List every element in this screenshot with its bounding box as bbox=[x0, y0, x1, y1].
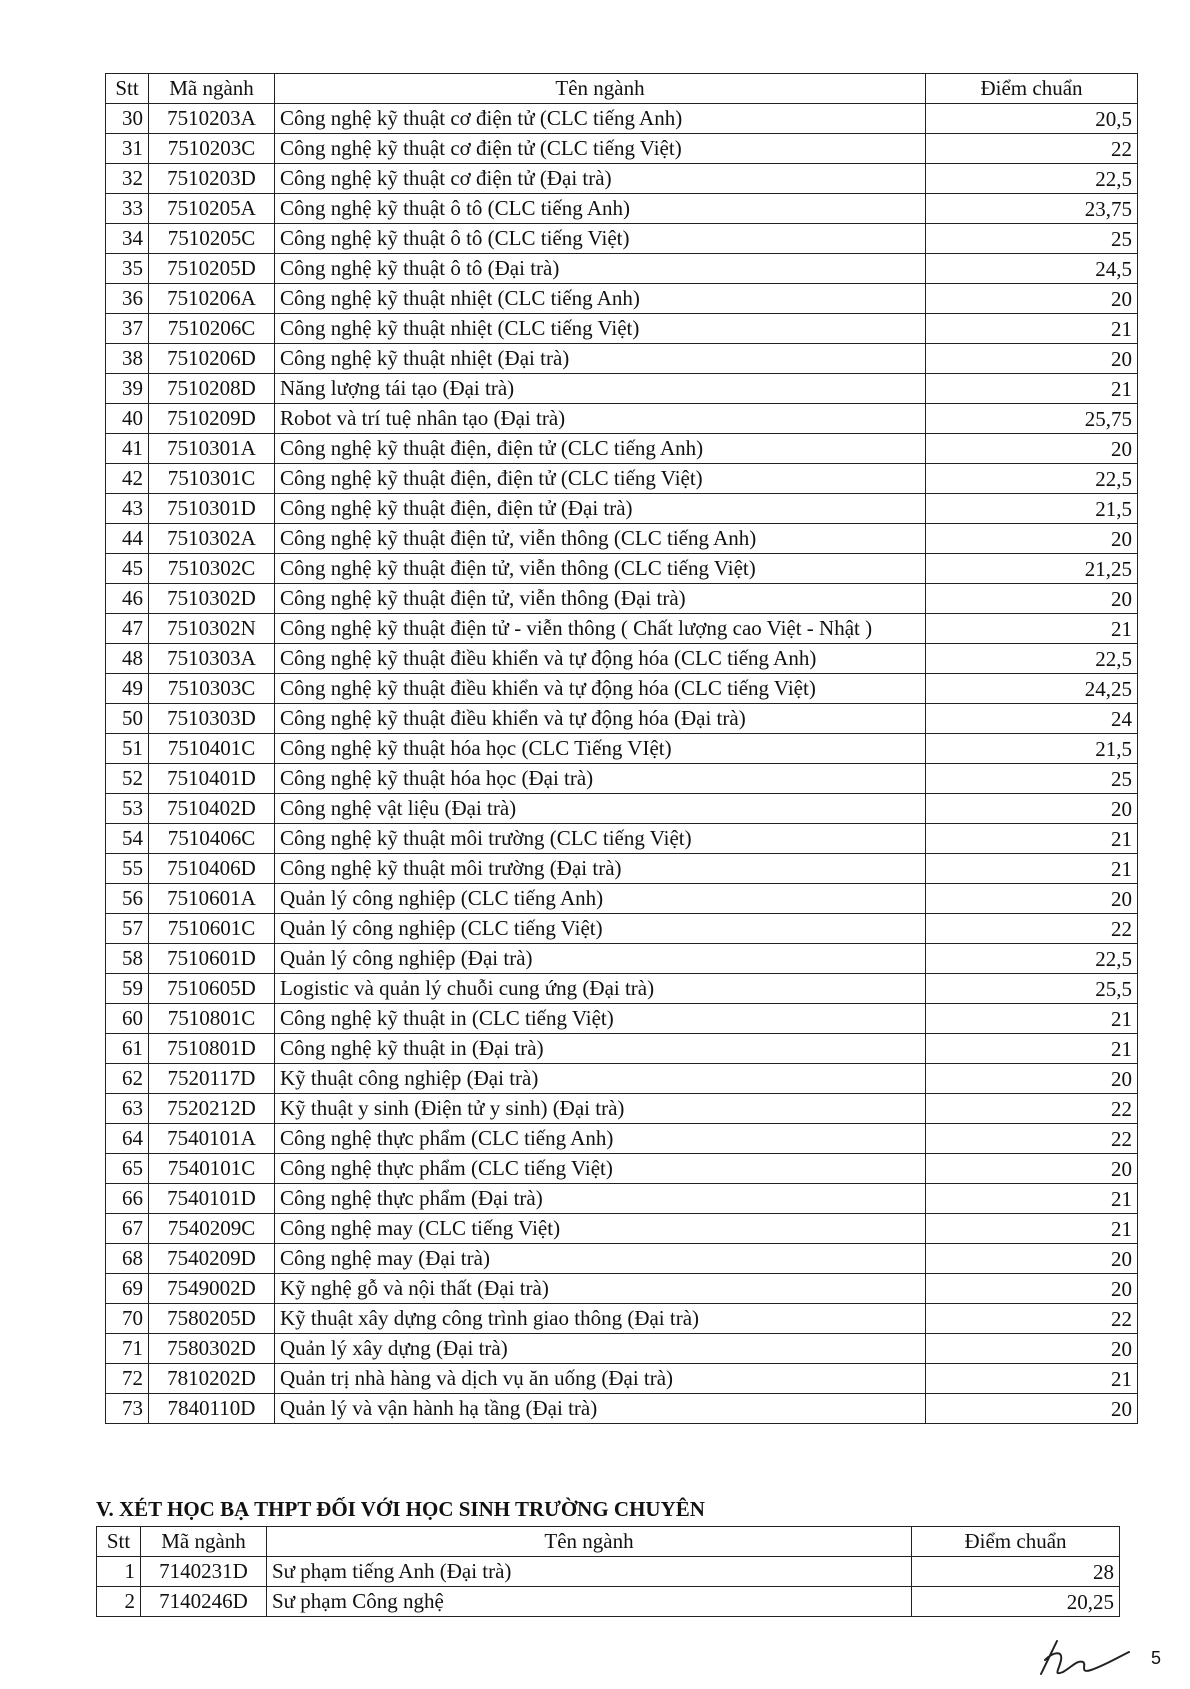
row-stt: 68 bbox=[106, 1244, 149, 1274]
row-stt: 46 bbox=[106, 584, 149, 614]
table-row bbox=[106, 944, 1138, 974]
row-stt: 45 bbox=[106, 554, 149, 584]
specialized-school-scores-table bbox=[96, 1526, 1120, 1617]
row-name: Công nghệ kỹ thuật in (CLC tiếng Việt) bbox=[275, 1004, 926, 1034]
row-score: 20 bbox=[926, 794, 1138, 824]
row-name: Năng lượng tái tạo (Đại trà) bbox=[275, 374, 926, 404]
row-stt: 33 bbox=[106, 194, 149, 224]
row-name: Công nghệ kỹ thuật nhiệt (CLC tiếng Anh) bbox=[275, 284, 926, 314]
row-score: 22,5 bbox=[926, 944, 1138, 974]
table-row bbox=[106, 1094, 1138, 1124]
row-stt: 67 bbox=[106, 1214, 149, 1244]
table-row bbox=[106, 1214, 1138, 1244]
row-stt: 71 bbox=[106, 1334, 149, 1364]
table-header-row bbox=[106, 74, 1138, 104]
row-stt: 58 bbox=[106, 944, 149, 974]
row-code: 7510302A bbox=[149, 524, 275, 554]
row-code: 7510401D bbox=[149, 764, 275, 794]
row-name: Sư phạm tiếng Anh (Đại trà) bbox=[267, 1557, 912, 1587]
row-name: Công nghệ kỹ thuật ô tô (CLC tiếng Anh) bbox=[275, 194, 926, 224]
row-code: 7510203D bbox=[149, 164, 275, 194]
row-stt: 69 bbox=[106, 1274, 149, 1304]
table-row bbox=[106, 554, 1138, 584]
row-score: 20 bbox=[926, 524, 1138, 554]
table-row bbox=[106, 524, 1138, 554]
row-stt: 70 bbox=[106, 1304, 149, 1334]
table-row bbox=[106, 434, 1138, 464]
header-name: Tên ngành bbox=[267, 1527, 912, 1557]
row-code: 7510302C bbox=[149, 554, 275, 584]
row-code: 7510206D bbox=[149, 344, 275, 374]
table-row bbox=[106, 1304, 1138, 1334]
row-stt: 53 bbox=[106, 794, 149, 824]
table-row bbox=[106, 584, 1138, 614]
row-score: 20,25 bbox=[912, 1587, 1120, 1617]
row-stt: 39 bbox=[106, 374, 149, 404]
row-score: 20 bbox=[926, 1394, 1138, 1424]
row-score: 21 bbox=[926, 1364, 1138, 1394]
row-score: 25 bbox=[926, 224, 1138, 254]
table-row bbox=[106, 1274, 1138, 1304]
row-name: Quản lý xây dựng (Đại trà) bbox=[275, 1334, 926, 1364]
row-stt: 73 bbox=[106, 1394, 149, 1424]
table-row bbox=[106, 614, 1138, 644]
row-score: 20 bbox=[926, 1244, 1138, 1274]
row-score: 21 bbox=[926, 374, 1138, 404]
page-number: 5 bbox=[1151, 1648, 1162, 1668]
row-name: Công nghệ kỹ thuật nhiệt (CLC tiếng Việt) bbox=[275, 314, 926, 344]
row-score: 20 bbox=[926, 1154, 1138, 1184]
row-stt: 43 bbox=[106, 494, 149, 524]
row-score: 24,5 bbox=[926, 254, 1138, 284]
row-code: 7540101C bbox=[149, 1154, 275, 1184]
row-name: Công nghệ kỹ thuật môi trường (CLC tiếng Việt) bbox=[275, 824, 926, 854]
table-row bbox=[106, 404, 1138, 434]
table-row bbox=[106, 194, 1138, 224]
row-code: 7510203C bbox=[149, 134, 275, 164]
table-body bbox=[106, 104, 1138, 1424]
header-stt: Stt bbox=[97, 1527, 141, 1557]
table-row bbox=[106, 794, 1138, 824]
row-stt: 49 bbox=[106, 674, 149, 704]
row-stt: 37 bbox=[106, 314, 149, 344]
row-name: Công nghệ kỹ thuật in (Đại trà) bbox=[275, 1034, 926, 1064]
table-row bbox=[106, 764, 1138, 794]
row-score: 22,5 bbox=[926, 464, 1138, 494]
row-stt: 30 bbox=[106, 104, 149, 134]
table-row bbox=[106, 824, 1138, 854]
row-stt: 55 bbox=[106, 854, 149, 884]
row-name: Quản lý công nghiệp (Đại trà) bbox=[275, 944, 926, 974]
admission-scores-table bbox=[105, 73, 1138, 1424]
row-stt: 51 bbox=[106, 734, 149, 764]
table-row bbox=[106, 134, 1138, 164]
row-score: 22,5 bbox=[926, 164, 1138, 194]
row-code: 7510203A bbox=[149, 104, 275, 134]
row-score: 22 bbox=[926, 1304, 1138, 1334]
row-score: 21,5 bbox=[926, 734, 1138, 764]
signature bbox=[1033, 1636, 1143, 1681]
row-score: 22 bbox=[926, 914, 1138, 944]
row-code: 7510303C bbox=[149, 674, 275, 704]
header-code: Mã ngành bbox=[141, 1527, 267, 1557]
row-name: Công nghệ kỹ thuật hóa học (CLC Tiếng VIệt) bbox=[275, 734, 926, 764]
row-score: 21 bbox=[926, 1214, 1138, 1244]
row-name: Công nghệ vật liệu (Đại trà) bbox=[275, 794, 926, 824]
row-score: 22 bbox=[926, 1094, 1138, 1124]
row-score: 21 bbox=[926, 614, 1138, 644]
row-stt: 56 bbox=[106, 884, 149, 914]
table-row bbox=[106, 674, 1138, 704]
row-name: Công nghệ kỹ thuật điều khiển và tự động hóa (Đại trà) bbox=[275, 704, 926, 734]
row-code: 7510301D bbox=[149, 494, 275, 524]
row-stt: 31 bbox=[106, 134, 149, 164]
row-stt: 32 bbox=[106, 164, 149, 194]
row-name: Công nghệ kỹ thuật điện tử - viễn thông ( Chất lượng cao Việt - Nhật ) bbox=[275, 614, 926, 644]
row-name: Sư phạm Công nghệ bbox=[267, 1587, 912, 1617]
row-score: 20 bbox=[926, 1334, 1138, 1364]
table-row bbox=[106, 1064, 1138, 1094]
row-stt: 62 bbox=[106, 1064, 149, 1094]
row-code: 7510801D bbox=[149, 1034, 275, 1064]
table-row bbox=[106, 644, 1138, 674]
row-stt: 59 bbox=[106, 974, 149, 1004]
row-code: 7510301C bbox=[149, 464, 275, 494]
table-row bbox=[106, 1184, 1138, 1214]
row-stt: 42 bbox=[106, 464, 149, 494]
row-score: 21 bbox=[926, 1004, 1138, 1034]
table-row bbox=[106, 734, 1138, 764]
row-stt: 35 bbox=[106, 254, 149, 284]
table-row bbox=[106, 1364, 1138, 1394]
row-code: 7510208D bbox=[149, 374, 275, 404]
row-code: 7510402D bbox=[149, 794, 275, 824]
row-score: 24,25 bbox=[926, 674, 1138, 704]
row-stt: 57 bbox=[106, 914, 149, 944]
table-body bbox=[97, 1557, 1120, 1617]
row-stt: 41 bbox=[106, 434, 149, 464]
row-stt: 44 bbox=[106, 524, 149, 554]
row-score: 20 bbox=[926, 434, 1138, 464]
table-row bbox=[106, 914, 1138, 944]
row-code: 7510205D bbox=[149, 254, 275, 284]
row-score: 22 bbox=[926, 1124, 1138, 1154]
row-code: 7510205C bbox=[149, 224, 275, 254]
row-stt: 72 bbox=[106, 1364, 149, 1394]
row-stt: 1 bbox=[97, 1557, 141, 1587]
row-code: 7510801C bbox=[149, 1004, 275, 1034]
row-stt: 65 bbox=[106, 1154, 149, 1184]
row-stt: 52 bbox=[106, 764, 149, 794]
row-code: 7510206A bbox=[149, 284, 275, 314]
row-stt: 63 bbox=[106, 1094, 149, 1124]
row-stt: 64 bbox=[106, 1124, 149, 1154]
row-name: Công nghệ may (CLC tiếng Việt) bbox=[275, 1214, 926, 1244]
row-name: Công nghệ thực phẩm (CLC tiếng Việt) bbox=[275, 1154, 926, 1184]
row-score: 20 bbox=[926, 1064, 1138, 1094]
table-row bbox=[106, 1034, 1138, 1064]
row-code: 7520212D bbox=[149, 1094, 275, 1124]
row-stt: 66 bbox=[106, 1184, 149, 1214]
row-code: 7510601D bbox=[149, 944, 275, 974]
header-stt: Stt bbox=[106, 74, 149, 104]
row-name: Công nghệ kỹ thuật điện tử, viễn thông (CLC tiếng Việt) bbox=[275, 554, 926, 584]
row-code: 7510302N bbox=[149, 614, 275, 644]
row-name: Công nghệ kỹ thuật hóa học (Đại trà) bbox=[275, 764, 926, 794]
row-score: 20 bbox=[926, 344, 1138, 374]
row-stt: 38 bbox=[106, 344, 149, 374]
row-name: Kỹ thuật xây dựng công trình giao thông (Đại trà) bbox=[275, 1304, 926, 1334]
table-row bbox=[106, 1154, 1138, 1184]
row-name: Công nghệ kỹ thuật điện tử, viễn thông (CLC tiếng Anh) bbox=[275, 524, 926, 554]
table-row bbox=[106, 884, 1138, 914]
table-row bbox=[106, 254, 1138, 284]
row-score: 24 bbox=[926, 704, 1138, 734]
row-name: Công nghệ kỹ thuật cơ điện tử (CLC tiếng Anh) bbox=[275, 104, 926, 134]
row-name: Quản lý và vận hành hạ tầng (Đại trà) bbox=[275, 1394, 926, 1424]
row-name: Công nghệ kỹ thuật cơ điện tử (Đại trà) bbox=[275, 164, 926, 194]
row-name: Công nghệ thực phẩm (Đại trà) bbox=[275, 1184, 926, 1214]
row-code: 7510205A bbox=[149, 194, 275, 224]
header-name: Tên ngành bbox=[275, 74, 926, 104]
row-stt: 60 bbox=[106, 1004, 149, 1034]
row-score: 20 bbox=[926, 284, 1138, 314]
header-code: Mã ngành bbox=[149, 74, 275, 104]
table-row bbox=[106, 854, 1138, 884]
row-name: Công nghệ kỹ thuật nhiệt (Đại trà) bbox=[275, 344, 926, 374]
row-name: Công nghệ kỹ thuật điều khiển và tự động hóa (CLC tiếng Việt) bbox=[275, 674, 926, 704]
row-name: Công nghệ thực phẩm (CLC tiếng Anh) bbox=[275, 1124, 926, 1154]
row-stt: 61 bbox=[106, 1034, 149, 1064]
row-code: 7510406D bbox=[149, 854, 275, 884]
row-score: 25 bbox=[926, 764, 1138, 794]
table-row bbox=[106, 104, 1138, 134]
row-score: 28 bbox=[912, 1557, 1120, 1587]
row-name: Công nghệ kỹ thuật ô tô (Đại trà) bbox=[275, 254, 926, 284]
row-score: 20 bbox=[926, 1274, 1138, 1304]
row-code: 7810202D bbox=[149, 1364, 275, 1394]
row-score: 21,5 bbox=[926, 494, 1138, 524]
row-score: 21 bbox=[926, 1184, 1138, 1214]
row-name: Công nghệ kỹ thuật cơ điện tử (CLC tiếng Việt) bbox=[275, 134, 926, 164]
row-name: Công nghệ may (Đại trà) bbox=[275, 1244, 926, 1274]
row-score: 21 bbox=[926, 854, 1138, 884]
table-row bbox=[106, 344, 1138, 374]
row-code: 7510401C bbox=[149, 734, 275, 764]
table-row bbox=[97, 1557, 1120, 1587]
row-code: 7520117D bbox=[149, 1064, 275, 1094]
row-score: 20,5 bbox=[926, 104, 1138, 134]
row-name: Công nghệ kỹ thuật điện, điện tử (CLC tiếng Việt) bbox=[275, 464, 926, 494]
table-row bbox=[106, 314, 1138, 344]
row-code: 7540209D bbox=[149, 1244, 275, 1274]
table-row bbox=[97, 1587, 1120, 1617]
row-name: Quản lý công nghiệp (CLC tiếng Việt) bbox=[275, 914, 926, 944]
row-code: 7580205D bbox=[149, 1304, 275, 1334]
row-name: Quản trị nhà hàng và dịch vụ ăn uống (Đại trà) bbox=[275, 1364, 926, 1394]
table-row bbox=[106, 704, 1138, 734]
row-code: 7510302D bbox=[149, 584, 275, 614]
row-code: 7510406C bbox=[149, 824, 275, 854]
row-stt: 47 bbox=[106, 614, 149, 644]
row-stt: 34 bbox=[106, 224, 149, 254]
table-row bbox=[106, 1244, 1138, 1274]
row-code: 7510601C bbox=[149, 914, 275, 944]
table-header-row bbox=[97, 1527, 1120, 1557]
row-code: 7840110D bbox=[149, 1394, 275, 1424]
row-name: Công nghệ kỹ thuật điện, điện tử (CLC tiếng Anh) bbox=[275, 434, 926, 464]
table-row bbox=[106, 974, 1138, 1004]
row-code: 7510303A bbox=[149, 644, 275, 674]
table-row bbox=[106, 224, 1138, 254]
section-v-title: V. XÉT HỌC BẠ THPT ĐỐI VỚI HỌC SINH TRƯỜNG CHUYÊN bbox=[96, 1497, 705, 1521]
row-code: 7540101D bbox=[149, 1184, 275, 1214]
table-row bbox=[106, 464, 1138, 494]
row-code: 7510303D bbox=[149, 704, 275, 734]
row-name: Công nghệ kỹ thuật ô tô (CLC tiếng Việt) bbox=[275, 224, 926, 254]
row-stt: 36 bbox=[106, 284, 149, 314]
row-code: 7140231D bbox=[141, 1557, 267, 1587]
header-score: Điểm chuẩn bbox=[926, 74, 1138, 104]
row-name: Công nghệ kỹ thuật điện tử, viễn thông (Đại trà) bbox=[275, 584, 926, 614]
table-row bbox=[106, 1004, 1138, 1034]
row-name: Robot và trí tuệ nhân tạo (Đại trà) bbox=[275, 404, 926, 434]
header-score: Điểm chuẩn bbox=[912, 1527, 1120, 1557]
row-score: 21 bbox=[926, 824, 1138, 854]
row-code: 7540101A bbox=[149, 1124, 275, 1154]
row-stt: 54 bbox=[106, 824, 149, 854]
row-name: Logistic và quản lý chuỗi cung ứng (Đại trà) bbox=[275, 974, 926, 1004]
row-code: 7510601A bbox=[149, 884, 275, 914]
table-row bbox=[106, 164, 1138, 194]
row-stt: 40 bbox=[106, 404, 149, 434]
table-row bbox=[106, 374, 1138, 404]
row-score: 21 bbox=[926, 314, 1138, 344]
row-stt: 48 bbox=[106, 644, 149, 674]
row-code: 7580302D bbox=[149, 1334, 275, 1364]
row-code: 7549002D bbox=[149, 1274, 275, 1304]
row-stt: 50 bbox=[106, 704, 149, 734]
row-score: 25,5 bbox=[926, 974, 1138, 1004]
row-score: 21,25 bbox=[926, 554, 1138, 584]
row-name: Kỹ thuật y sinh (Điện tử y sinh) (Đại trà) bbox=[275, 1094, 926, 1124]
row-name: Kỹ nghệ gỗ và nội thất (Đại trà) bbox=[275, 1274, 926, 1304]
row-code: 7540209C bbox=[149, 1214, 275, 1244]
row-name: Quản lý công nghiệp (CLC tiếng Anh) bbox=[275, 884, 926, 914]
table-row bbox=[106, 1124, 1138, 1154]
row-score: 22 bbox=[926, 134, 1138, 164]
row-score: 25,75 bbox=[926, 404, 1138, 434]
row-score: 20 bbox=[926, 584, 1138, 614]
row-code: 7510301A bbox=[149, 434, 275, 464]
row-code: 7510206C bbox=[149, 314, 275, 344]
row-name: Công nghệ kỹ thuật điều khiển và tự động hóa (CLC tiếng Anh) bbox=[275, 644, 926, 674]
row-score: 22,5 bbox=[926, 644, 1138, 674]
row-code: 7140246D bbox=[141, 1587, 267, 1617]
table-row bbox=[106, 284, 1138, 314]
table-row bbox=[106, 1334, 1138, 1364]
row-score: 20 bbox=[926, 884, 1138, 914]
row-code: 7510209D bbox=[149, 404, 275, 434]
table-row bbox=[106, 494, 1138, 524]
row-stt: 2 bbox=[97, 1587, 141, 1617]
row-name: Công nghệ kỹ thuật môi trường (Đại trà) bbox=[275, 854, 926, 884]
row-name: Công nghệ kỹ thuật điện, điện tử (Đại trà) bbox=[275, 494, 926, 524]
row-score: 23,75 bbox=[926, 194, 1138, 224]
row-name: Kỹ thuật công nghiệp (Đại trà) bbox=[275, 1064, 926, 1094]
table-row bbox=[106, 1394, 1138, 1424]
row-score: 21 bbox=[926, 1034, 1138, 1064]
row-code: 7510605D bbox=[149, 974, 275, 1004]
